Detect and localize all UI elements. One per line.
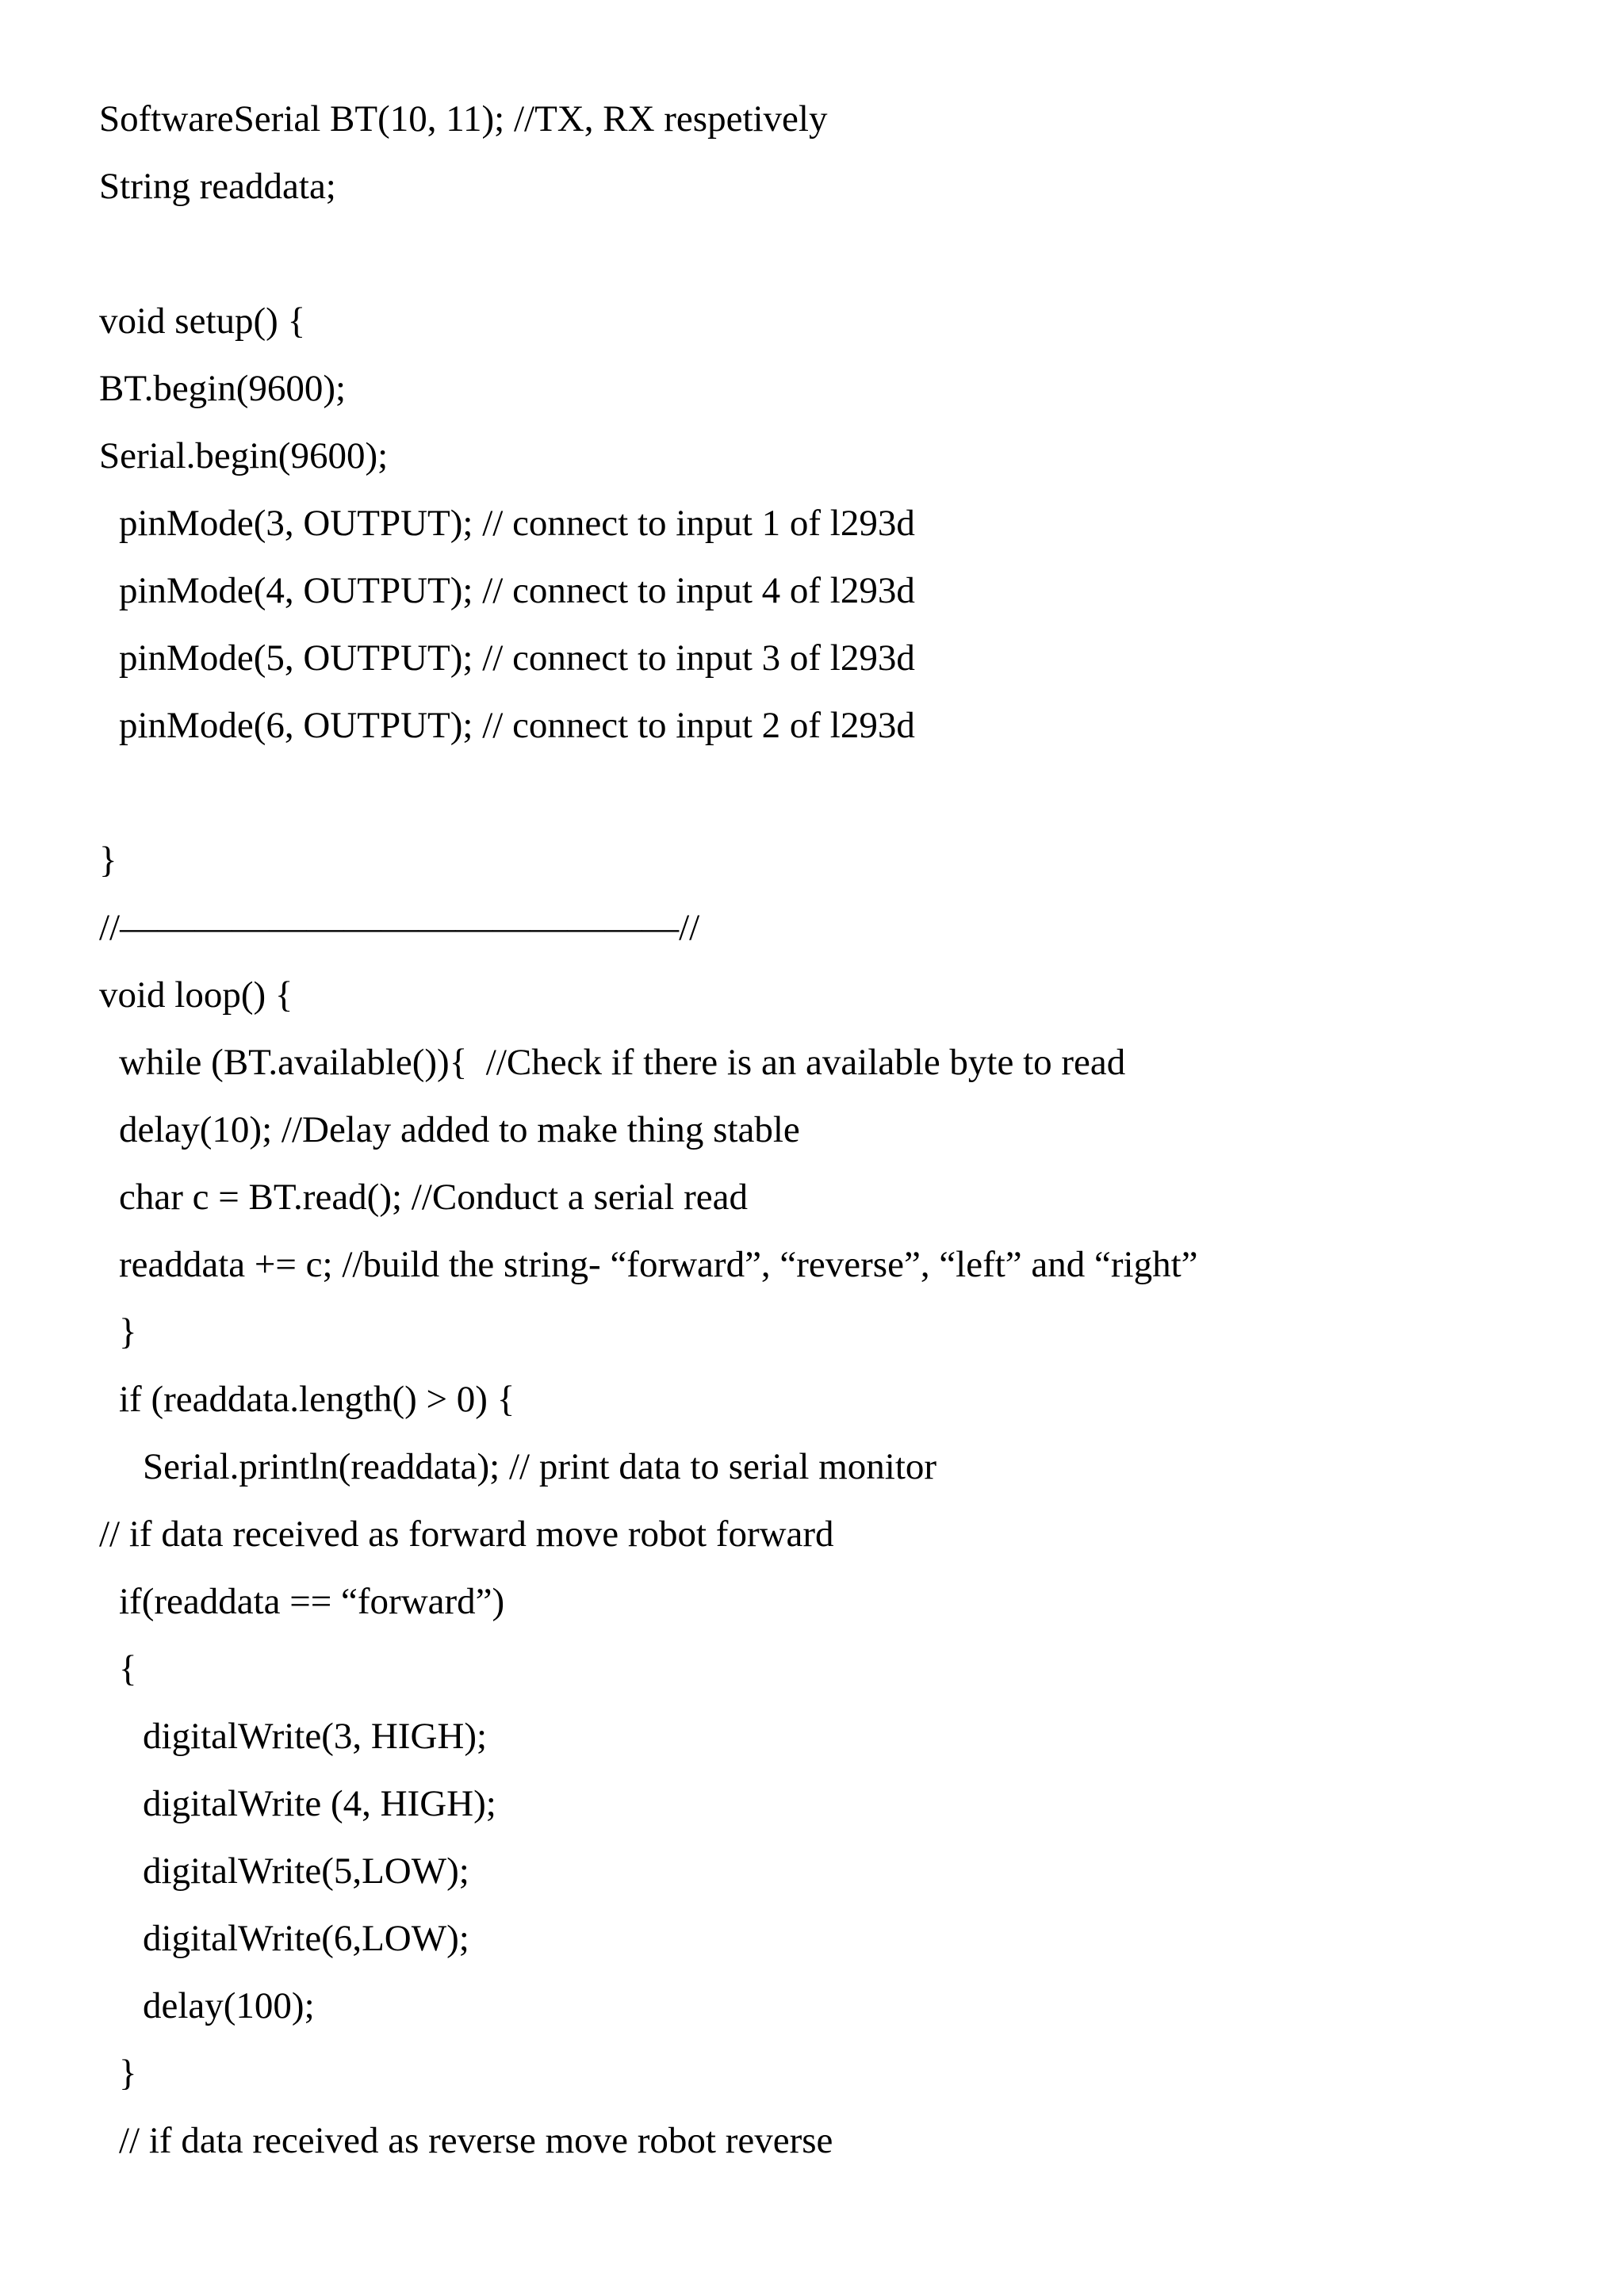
code-line-pinmode-4: pinMode(4, OUTPUT); // connect to input 4 of l293d: [119, 570, 915, 611]
code-line-if-length: if (readdata.length() > 0) {: [119, 1379, 515, 1420]
code-line-bt-begin: BT.begin(9600);: [99, 368, 347, 409]
code-line-delay-100: delay(100);: [143, 1985, 315, 2026]
code-line-open-brace: {: [119, 1648, 137, 1689]
code-line-digitalwrite-3: digitalWrite(3, HIGH);: [143, 1716, 488, 1757]
code-line-pinmode-3: pinMode(3, OUTPUT); // connect to input 1 of l293d: [119, 503, 915, 544]
code-line-char-read: char c = BT.read(); //Conduct a serial read: [119, 1177, 748, 1218]
code-line-separator-comment: //———————————————//: [99, 907, 700, 948]
code-line-software-serial: SoftwareSerial BT(10, 11); //TX, RX respetively: [99, 98, 828, 140]
code-line-setup-start: void setup() {: [99, 300, 306, 342]
code-line-pinmode-6: pinMode(6, OUTPUT); // connect to input 2 of l293d: [119, 705, 915, 746]
code-line-close-brace: }: [119, 2053, 137, 2094]
code-line-digitalwrite-4: digitalWrite (4, HIGH);: [143, 1783, 496, 1824]
code-line-setup-end: }: [99, 840, 117, 881]
code-line-while-available: while (BT.available()){ //Check if there is an available byte to read: [119, 1042, 1126, 1083]
code-line-serial-begin: Serial.begin(9600);: [99, 435, 389, 476]
code-line-while-end: }: [119, 1311, 137, 1353]
code-line-string-declaration: String readdata;: [99, 166, 336, 207]
code-line-if-forward: if(readdata == “forward”): [119, 1581, 505, 1622]
code-line-build-string: readdata += c; //build the string- “forward”, “reverse”, “left” and “right”: [119, 1244, 1198, 1285]
code-line-serial-println: Serial.println(readdata); // print data to serial monitor: [143, 1446, 937, 1487]
code-line-reverse-comment: // if data received as reverse move robot reverse: [119, 2120, 833, 2161]
code-line-pinmode-5: pinMode(5, OUTPUT); // connect to input 3 of l293d: [119, 637, 915, 679]
code-line-digitalwrite-6: digitalWrite(6,LOW);: [143, 1918, 469, 1959]
code-line-forward-comment: // if data received as forward move robot forward: [99, 1513, 834, 1555]
code-line-loop-start: void loop() {: [99, 974, 293, 1016]
code-line-digitalwrite-5: digitalWrite(5,LOW);: [143, 1850, 469, 1892]
code-line-delay-10: delay(10); //Delay added to make thing stable: [119, 1109, 800, 1150]
